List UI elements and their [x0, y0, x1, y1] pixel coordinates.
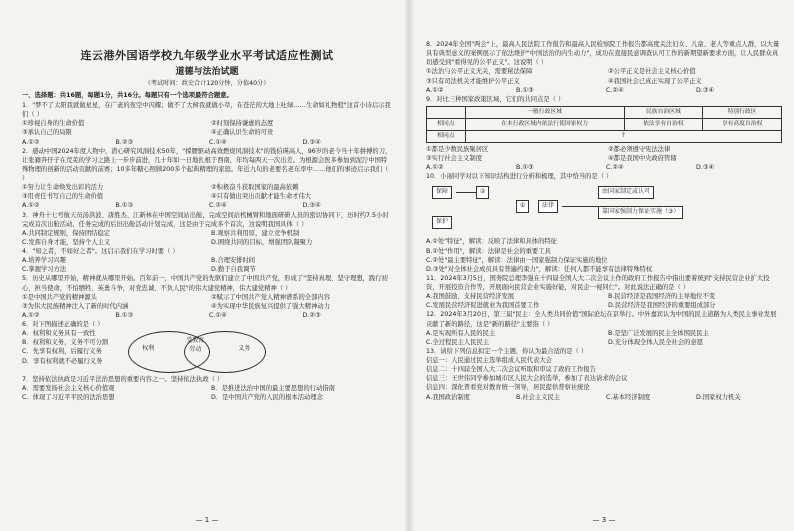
question-stem: 4．"知之者，不如好之者"。这启示我们在学习时要（ ）	[22, 248, 179, 256]
q9-cell: 享有高度自治权	[703, 118, 782, 130]
q10-connector	[562, 206, 598, 207]
option: C．体现了习近平平民的法治思想	[22, 394, 115, 402]
option-grid	[22, 256, 392, 274]
question-stem: 10．小丽同学对以下知识结构进行分析和梳理，其中恰当的是（ ）	[426, 173, 613, 181]
q9-option-grid	[426, 145, 782, 163]
q9-row	[427, 118, 782, 130]
option: ③承认自己的局限	[22, 129, 72, 137]
option: ②时刻保持谦虚的态度	[211, 120, 274, 128]
q13-info-line: 信息四：深化普看党对教育统一领导，居民提供普察社统论	[426, 384, 590, 392]
choice-row	[22, 311, 392, 320]
option: C.全过程民主人民民主	[426, 338, 490, 346]
q9-header-cell: 民族自治区域	[624, 106, 703, 118]
option: ②公平正义是社会主义核心价值	[608, 68, 696, 76]
q13-info-line: 信息三：王世伟同学参加城市区人民大会的选举，参加了表达请求的会议	[426, 375, 628, 383]
option: C．先享有权利，后履行义务	[22, 348, 102, 356]
question-stem: 12．2024年3月20日，第三届"民主：全人类共同价值"国际论坛在京举行。中外嘉宾认为中国的民主道路为人类民主事业发展贡献了新的路径，这是"新的路径"主要指（ ）	[426, 311, 777, 328]
question-stem: 8．2024年全国"两会"上，最高人民法院工作报告和最高人民检察院工作报告都高度关注妇女、儿童、老人等重点人群，以大量具有典型意义的案例展示了依法维护"中国法治的内生动力"，成功在直接民意调查认可工作的新期望新要求方面，让人民群众真切感受到"看得见的公平正义"。这说明（ ）	[426, 41, 780, 67]
q10-box-bottom-left: 保护	[432, 216, 452, 229]
q9-cell: 在本行政区域内依法行使国家权力	[465, 118, 624, 130]
left-question-1	[22, 101, 392, 147]
option: D.围绕共同的目标，增强团队凝聚力	[211, 238, 313, 246]
choice: A.①②	[426, 164, 444, 172]
option-grid	[22, 183, 392, 201]
choice: B.②③	[115, 138, 134, 146]
choice-row	[426, 86, 782, 95]
option: C.发展民营经济促进就业为我国首要工作	[426, 302, 540, 310]
right-page	[426, 0, 782, 531]
option: B．权利和义务，义务不可分割	[22, 339, 109, 347]
option: B.社会主义民主	[516, 393, 561, 401]
option: ①法治与公平正义无关，需要秘法保障	[426, 68, 533, 76]
option: ④为实现中华民族复兴提供了强大精神动力	[211, 302, 330, 310]
left-question-3	[22, 211, 392, 248]
option: B.民营经济是我国经济的主导地位不变	[608, 293, 716, 301]
right-question-10	[426, 172, 782, 274]
q9-row	[427, 130, 782, 142]
right-question-8	[426, 40, 782, 95]
option: C.②处"最主要特征"，解读：法律由一国家强制力保证实施的地位	[426, 256, 608, 264]
option: B.合理安排时间	[211, 257, 256, 265]
option: A.我国政治制度	[426, 393, 470, 401]
choice: B.①③	[516, 164, 534, 172]
option: C.基本经济制度	[606, 393, 651, 401]
left-question-2	[22, 147, 392, 211]
q9-header-cell: 一般行政区域	[465, 106, 624, 118]
q10-box-mid2: ①	[516, 200, 529, 213]
q10-box-top-left: 保障	[432, 186, 452, 199]
q10-structure-diagram	[426, 184, 782, 234]
option: B.观察共利用原，建立竞争机制	[211, 229, 300, 237]
left-question-list	[22, 101, 392, 403]
option: D．享有权利就不必履行义务	[22, 357, 103, 365]
choice: C.②④	[606, 164, 624, 172]
choice: A.①②	[22, 202, 40, 210]
q10-box-right1: 由国家制定或认可	[598, 186, 654, 199]
q9-header-cell: 特别行政区	[703, 106, 782, 118]
option-grid	[22, 384, 392, 402]
question-stem: 5．历史从哪里开始，精神就从哪里开始。百年前一，中国共产党的先驱们建立了中国共产党，形成了"坚持真理、坚守理想，践行初心、担当使命，不怕牺牲、英勇斗争，对党忠诚、不负人民"的伟大建党精神，伟大建党精神（ ）	[22, 275, 388, 292]
question-stem: 11．2024年3月5日，国务院总理李强在十四届全国人大二次会议上作的政府工作报告中指出要着统到"支持民营企业扩大投资，开展投资合作等，开展面向民营企业实施好能，对民企一视同仁"。对此说法正确的是（ ）	[426, 274, 770, 291]
q10-connector	[456, 192, 476, 193]
choice: A.①②	[22, 311, 40, 319]
venn-label-left: 权利	[142, 345, 155, 353]
choice: D.③④	[696, 164, 715, 172]
option: D．是中国共产党的人民的根本活动理念	[211, 394, 323, 402]
choice: D.③④	[302, 202, 321, 210]
q9-table	[426, 106, 782, 143]
choice: B.①③	[115, 311, 134, 319]
option: A.①处"特征"，解读：反映了法律和具体的特征	[426, 238, 557, 246]
left-question-7	[22, 375, 392, 402]
option: ④都是我国中央政府管辖	[608, 155, 677, 162]
option-grid	[22, 119, 392, 137]
q9-cell: 依法享有自治权	[624, 118, 703, 130]
left-question-5	[22, 274, 392, 320]
venn-label-center: 受教育 劳动	[186, 337, 205, 353]
choice: A.①②	[426, 86, 444, 94]
q6-layout	[22, 329, 392, 375]
option: ②积极奋斗获取国家的最高依赖	[211, 184, 299, 192]
option-grid	[426, 292, 782, 310]
q9-header-row	[427, 106, 782, 118]
choice: C.②④	[606, 86, 624, 94]
q13-info-block	[426, 356, 782, 393]
exam-subject: 道德与法治试题	[175, 66, 239, 77]
q9-choice-row	[426, 163, 782, 172]
option: D.勤于自我调节	[211, 266, 256, 274]
option: A.我国鼓励、支持民营经济发展	[426, 293, 515, 301]
option: ②赋示了中国共产党人精神谱系的全部内容	[211, 293, 330, 301]
question-stem: 1．"梦不了太阳我就做星星，在广袤的夜空中闪耀；做不了大树我就做小草，在苍茫的大地上吐绿……生命如礼物般"这首小诗启示我们（ ）	[22, 102, 391, 119]
q9-cell: ?	[465, 130, 781, 142]
question-stem: 6．对下图描述正确的是（ ）	[22, 321, 104, 329]
q10-box-mid1: ②	[476, 186, 489, 199]
option: D.充分体现全体人民全社会的意愿	[608, 338, 704, 346]
choice-row	[22, 138, 392, 147]
option: D.民营经济是我国经济的重要组成部分	[608, 302, 716, 310]
exam-meta: （考试时间：政史合计120分钟，分值40分）	[144, 79, 270, 87]
option: ①是中国共产党的精神源头	[22, 293, 97, 301]
right-question-9	[426, 95, 782, 173]
left-page	[22, 0, 392, 531]
option: C.掌握学习方法	[22, 266, 67, 274]
q10-box-right2: 靠国家强制力保证实施（③）	[598, 206, 683, 219]
option: D.③处"对全体社会成员具有普遍约束力"，解读：任何人都不能享有法律特殊特权	[426, 265, 653, 273]
option: ③只有司法机关才能维护公平正义	[426, 77, 520, 85]
option: ①都是少数民族聚居区	[426, 145, 489, 153]
option: C.发挥自身才能，坚持个人主义	[22, 238, 111, 246]
option: ②都必须遵守宪法法律	[608, 145, 671, 153]
question-stem: 7．坚持依法执政是习近平法治思想的重要内容之一。坚持依法执政（ ）	[22, 376, 224, 384]
option: B.①处"作用"，解读：法律是社会的重要工具	[426, 247, 551, 255]
option: A．需要发扬社会主义核心价值观	[22, 385, 115, 393]
choice: B.①③	[516, 86, 534, 94]
option: B.是坚广泛发展的民主全体国民民主	[608, 329, 709, 337]
left-question-4	[22, 247, 392, 274]
choice: C.①④	[209, 311, 227, 319]
option: ③为伟大民族精神注入了新的时代内涵	[22, 302, 129, 310]
choice: D.③④	[302, 138, 321, 146]
page-fold	[404, 0, 414, 531]
venn-diagram	[128, 329, 278, 375]
question-stem: 3．神舟十七号航天员汤洪波、唐胜杰、江新林在中国空间站出舱，完成空间站机械臂和地面研研人员的密切协同下，历时约7.5小时完成首次出舱活动，任务完成的后旧出舱活动计划完成，这是由于完成多个首次，这说明我国具体（ ）	[22, 211, 389, 228]
choice: B.①③	[115, 202, 134, 210]
option: A.培养学习兴趣	[22, 257, 66, 265]
question-stem: 2．感动中国2024年度人物中，潜心研究风洞技术50年，"撑腰驱动高效燃烧风洞技术"的钱伯瑛高人，96岁的老今当十年拼搏的刀，让张籍奔仔子在荒芜的学习之路上一步步前进，几十年如一日地扎根于西南，年均每两天一次出差。为根源会医多参加到泥泞中国特殊物理的创新的活动贡献的前赛；10多年糖心照顾200多个起典精理的家庭。年近九旬的老要名老东率中……他们的事迹启示我们（ ）	[22, 147, 392, 183]
q9-header-cell	[427, 106, 466, 118]
right-question-11	[426, 274, 782, 311]
q9-cell: 相同点	[427, 118, 466, 130]
option: ④正确认识生命的可贵	[211, 129, 274, 137]
option-grid	[22, 293, 392, 311]
option: ③用责任书写自己的生命价值	[22, 193, 104, 201]
question-stem: 13．请给下列信息拟定一个主题，你认为最合适的是（ ）	[426, 347, 588, 355]
option: ①努力让生命焕发出彩的活力	[22, 184, 104, 192]
left-page-number: — 1 —	[195, 515, 219, 524]
q13-option-row	[426, 393, 782, 402]
right-page-number: — 3 —	[592, 515, 616, 524]
q10-box-mid3: 法律	[538, 200, 558, 213]
option: ①珍视自身的生命价值	[22, 120, 85, 128]
option: D.国家权力机关	[696, 393, 741, 401]
left-question-6	[22, 320, 392, 375]
option: A．权利和义务具有一致性	[22, 330, 96, 338]
choice: D.②③	[302, 311, 321, 319]
option: ④我国社会已真正实现了公平正义	[608, 77, 702, 85]
choice: A.①②	[22, 138, 40, 146]
option-grid	[22, 229, 392, 247]
exam-title: 连云港外国语学校九年级学业水平考试适应性测试	[80, 49, 334, 62]
option-grid	[426, 67, 782, 85]
venn-label-right: 义务	[238, 345, 251, 353]
option: A.是实现所有人民的民主	[426, 329, 496, 337]
right-question-12	[426, 310, 782, 347]
q13-info-line: 信息二：十四届全国人大二次会议听取和审议了政府工作报告	[426, 366, 597, 374]
choice: C.②④	[209, 202, 227, 210]
q13-info-line: 信息一：人民通过民主选举组成人民代表大会	[426, 357, 552, 364]
right-question-13	[426, 347, 782, 402]
right-question-list	[426, 40, 782, 402]
option-grid	[22, 329, 108, 375]
option: ④只有做出突出贡献才能生命才伟大	[211, 193, 312, 201]
option: ③实行社会主义制度	[426, 155, 483, 162]
question-stem: 9．对比三种国家政策区域，它们的共同点是（ ）	[426, 95, 565, 103]
option: B．是推进法治中国的最主要思想的行动指南	[211, 385, 335, 393]
choice: C.①④	[209, 138, 227, 146]
section-heading: 一、选择题：共16题，每题1分，共16分。每题只有一个选项最符合题意。	[22, 91, 233, 99]
option: A.共同制定规则，保持团结稳定	[22, 229, 111, 237]
choice-row	[22, 201, 392, 210]
q9-cell: 相同点	[427, 130, 466, 142]
choice: D.③④	[696, 86, 715, 94]
option-grid	[426, 329, 782, 347]
